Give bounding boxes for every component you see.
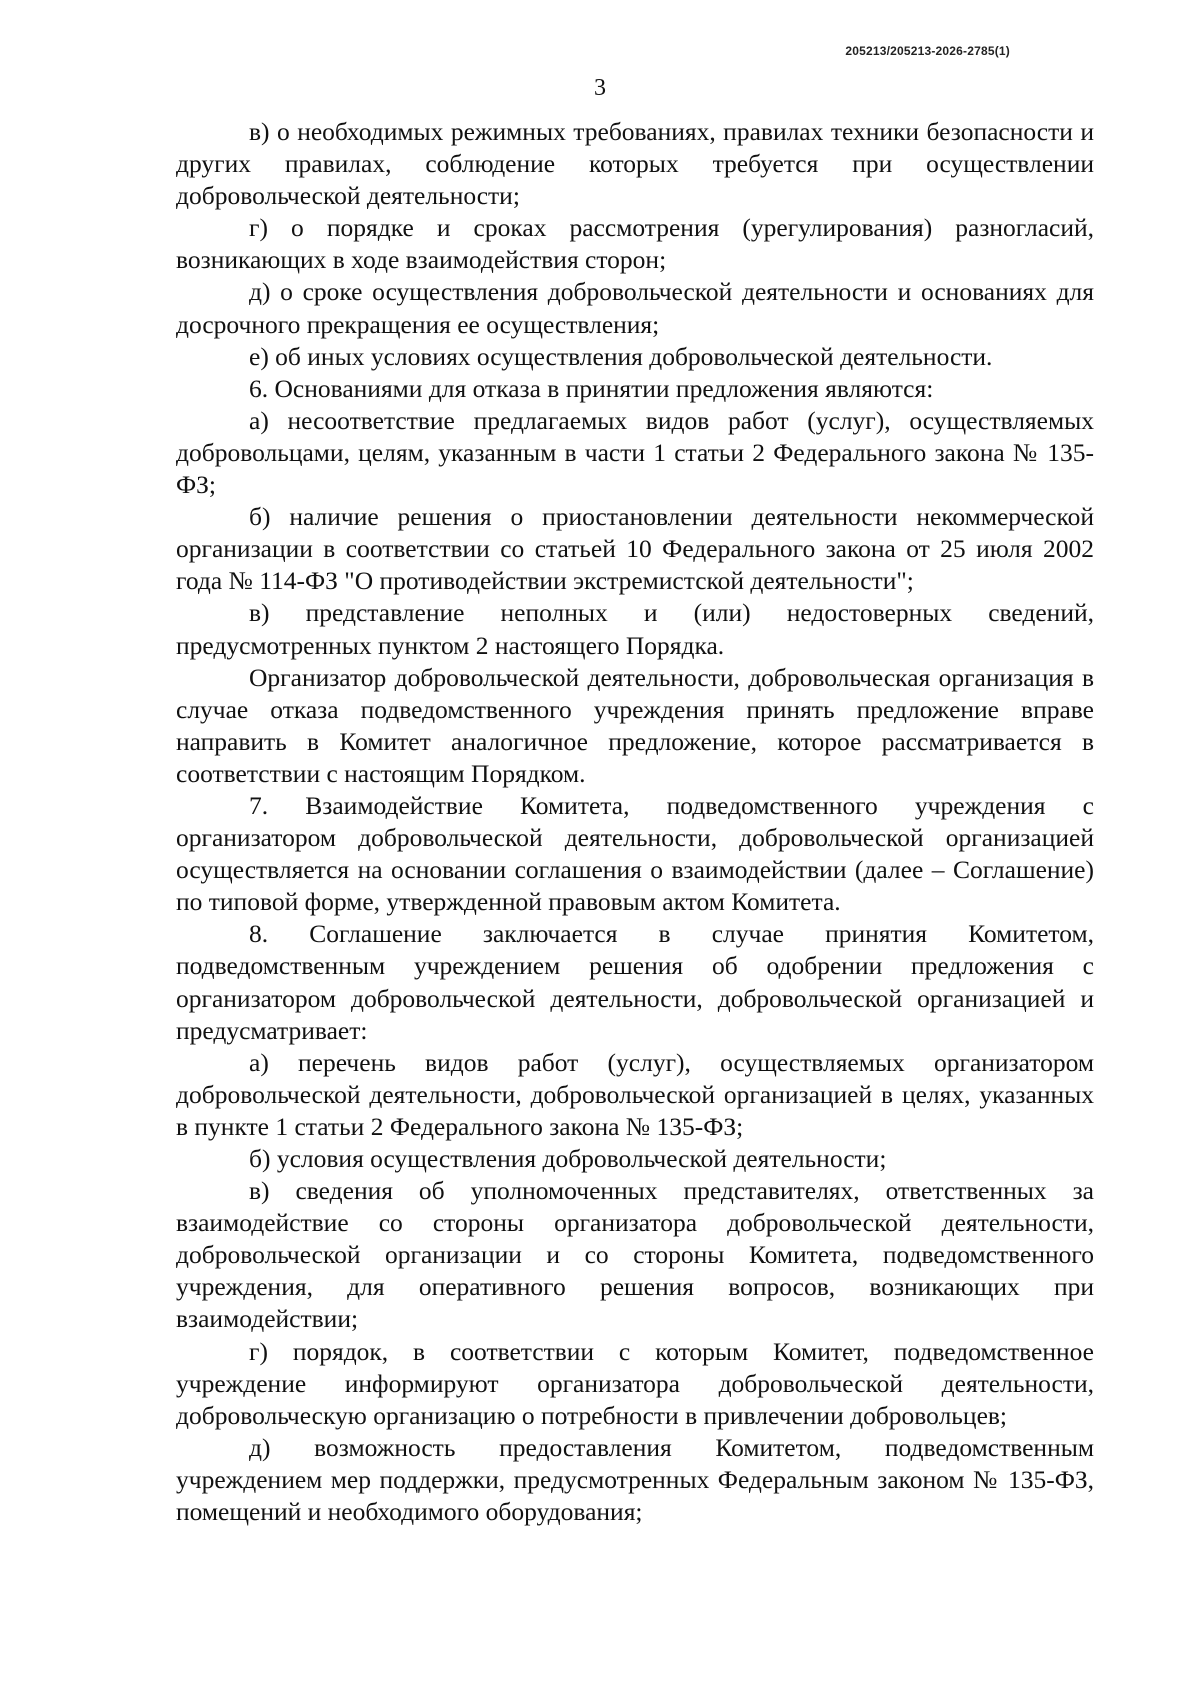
document-body: [176, 116, 1094, 1528]
paragraph-section-6: 6. Основаниями для отказа в принятии предложения являются:: [249, 373, 934, 403]
paragraph-item-v-regime-requirements: в) о необходимых режимных требованиях, правилах техники безопасности и других правилах, соблюдение которых требуется при осуществлении добровольческой деятельности;: [176, 117, 1094, 211]
paragraph-section-8: 8. Соглашение заключается в случае принятия Комитетом, подведомственным учреждением решения об одобрении предложения с организатором добровольческой деятельности, добровольческой организацией и предусматривает:: [176, 919, 1094, 1045]
paragraph-item-g-informing: г) порядок, в соответствии с которым Комитет, подведомственное учреждение информируют организатора добровольческой деятельности, добровольческую организацию о потребности в привлечении добровольцев;: [176, 1336, 1094, 1430]
paragraph-item-g-disagreements: г) о порядке и сроках рассмотрения (урегулирования) разногласий, возникающих в ходе взаимодействия сторон;: [176, 213, 1094, 275]
paragraph-item-b-suspension: б) наличие решения о приостановлении деятельности некоммерческой организации в соответствии со статьей 10 Федерального закона от 25 июля 2002 года № 114-ФЗ "О противодействии экстремистской деятельности";: [176, 502, 1094, 596]
document-registration-number: 205213/205213-2026-2785(1): [845, 44, 1010, 58]
paragraph-item-e-other-conditions: е) об иных условиях осуществления добровольческой деятельности.: [249, 341, 993, 371]
paragraph-item-d-support: д) возможность предоставления Комитетом, подведомственным учреждением мер поддержки, предусмотренных Федеральным законом № 135-ФЗ, помещений и необходимого оборудования;: [176, 1432, 1094, 1527]
paragraph-item-v-incomplete-info: в) представление неполных и (или) недостоверных сведений, предусмотренных пунктом 2 настоящего Порядка.: [176, 598, 1094, 660]
paragraph-item-d-term: д) о сроке осуществления добровольческой деятельности и основаниях для досрочного прекращения ее осуществления;: [176, 277, 1094, 339]
paragraph-item-a-work-list: а) перечень видов работ (услуг), осуществляемых организатором добровольческой деятельности, добровольческой организацией в целях, указанных в пункте 1 статьи 2 Федерального закона № 135-ФЗ;: [176, 1047, 1094, 1141]
paragraph-section-7: 7. Взаимодействие Комитета, подведомственного учреждения с организатором добровольческой деятельности, добровольческой организацией осуществляется на основании соглашения о взаимодействии (далее – Соглашение) по типовой форме, утвержденной правовым актом Комитета.: [176, 790, 1094, 917]
paragraph-item-b-conditions: б) условия осуществления добровольческой деятельности;: [249, 1144, 887, 1173]
paragraph-item-a-mismatch: а) несоответствие предлагаемых видов работ (услуг), осуществляемых добровольцами, целям, указанным в части 1 статьи 2 Федерального закона № 135-ФЗ;: [176, 405, 1094, 500]
paragraph-organizer-appeal: Организатор добровольческой деятельности, добровольческая организация в случае отказа подведомственного учреждения принять предложение вправе направить в Комитет аналогичное предложение, которое рассматривается в соответствии с настоящим Порядком.: [176, 662, 1094, 788]
page-number: 3: [594, 75, 606, 101]
paragraph-item-v-representatives: в) сведения об уполномоченных представителях, ответственных за взаимодействие со стороны организатора добровольческой деятельности, добровольческой организации и со стороны Комитета, подведомственного учреждения, для оперативного решения вопросов, возникающих при взаимодействии;: [176, 1176, 1094, 1334]
